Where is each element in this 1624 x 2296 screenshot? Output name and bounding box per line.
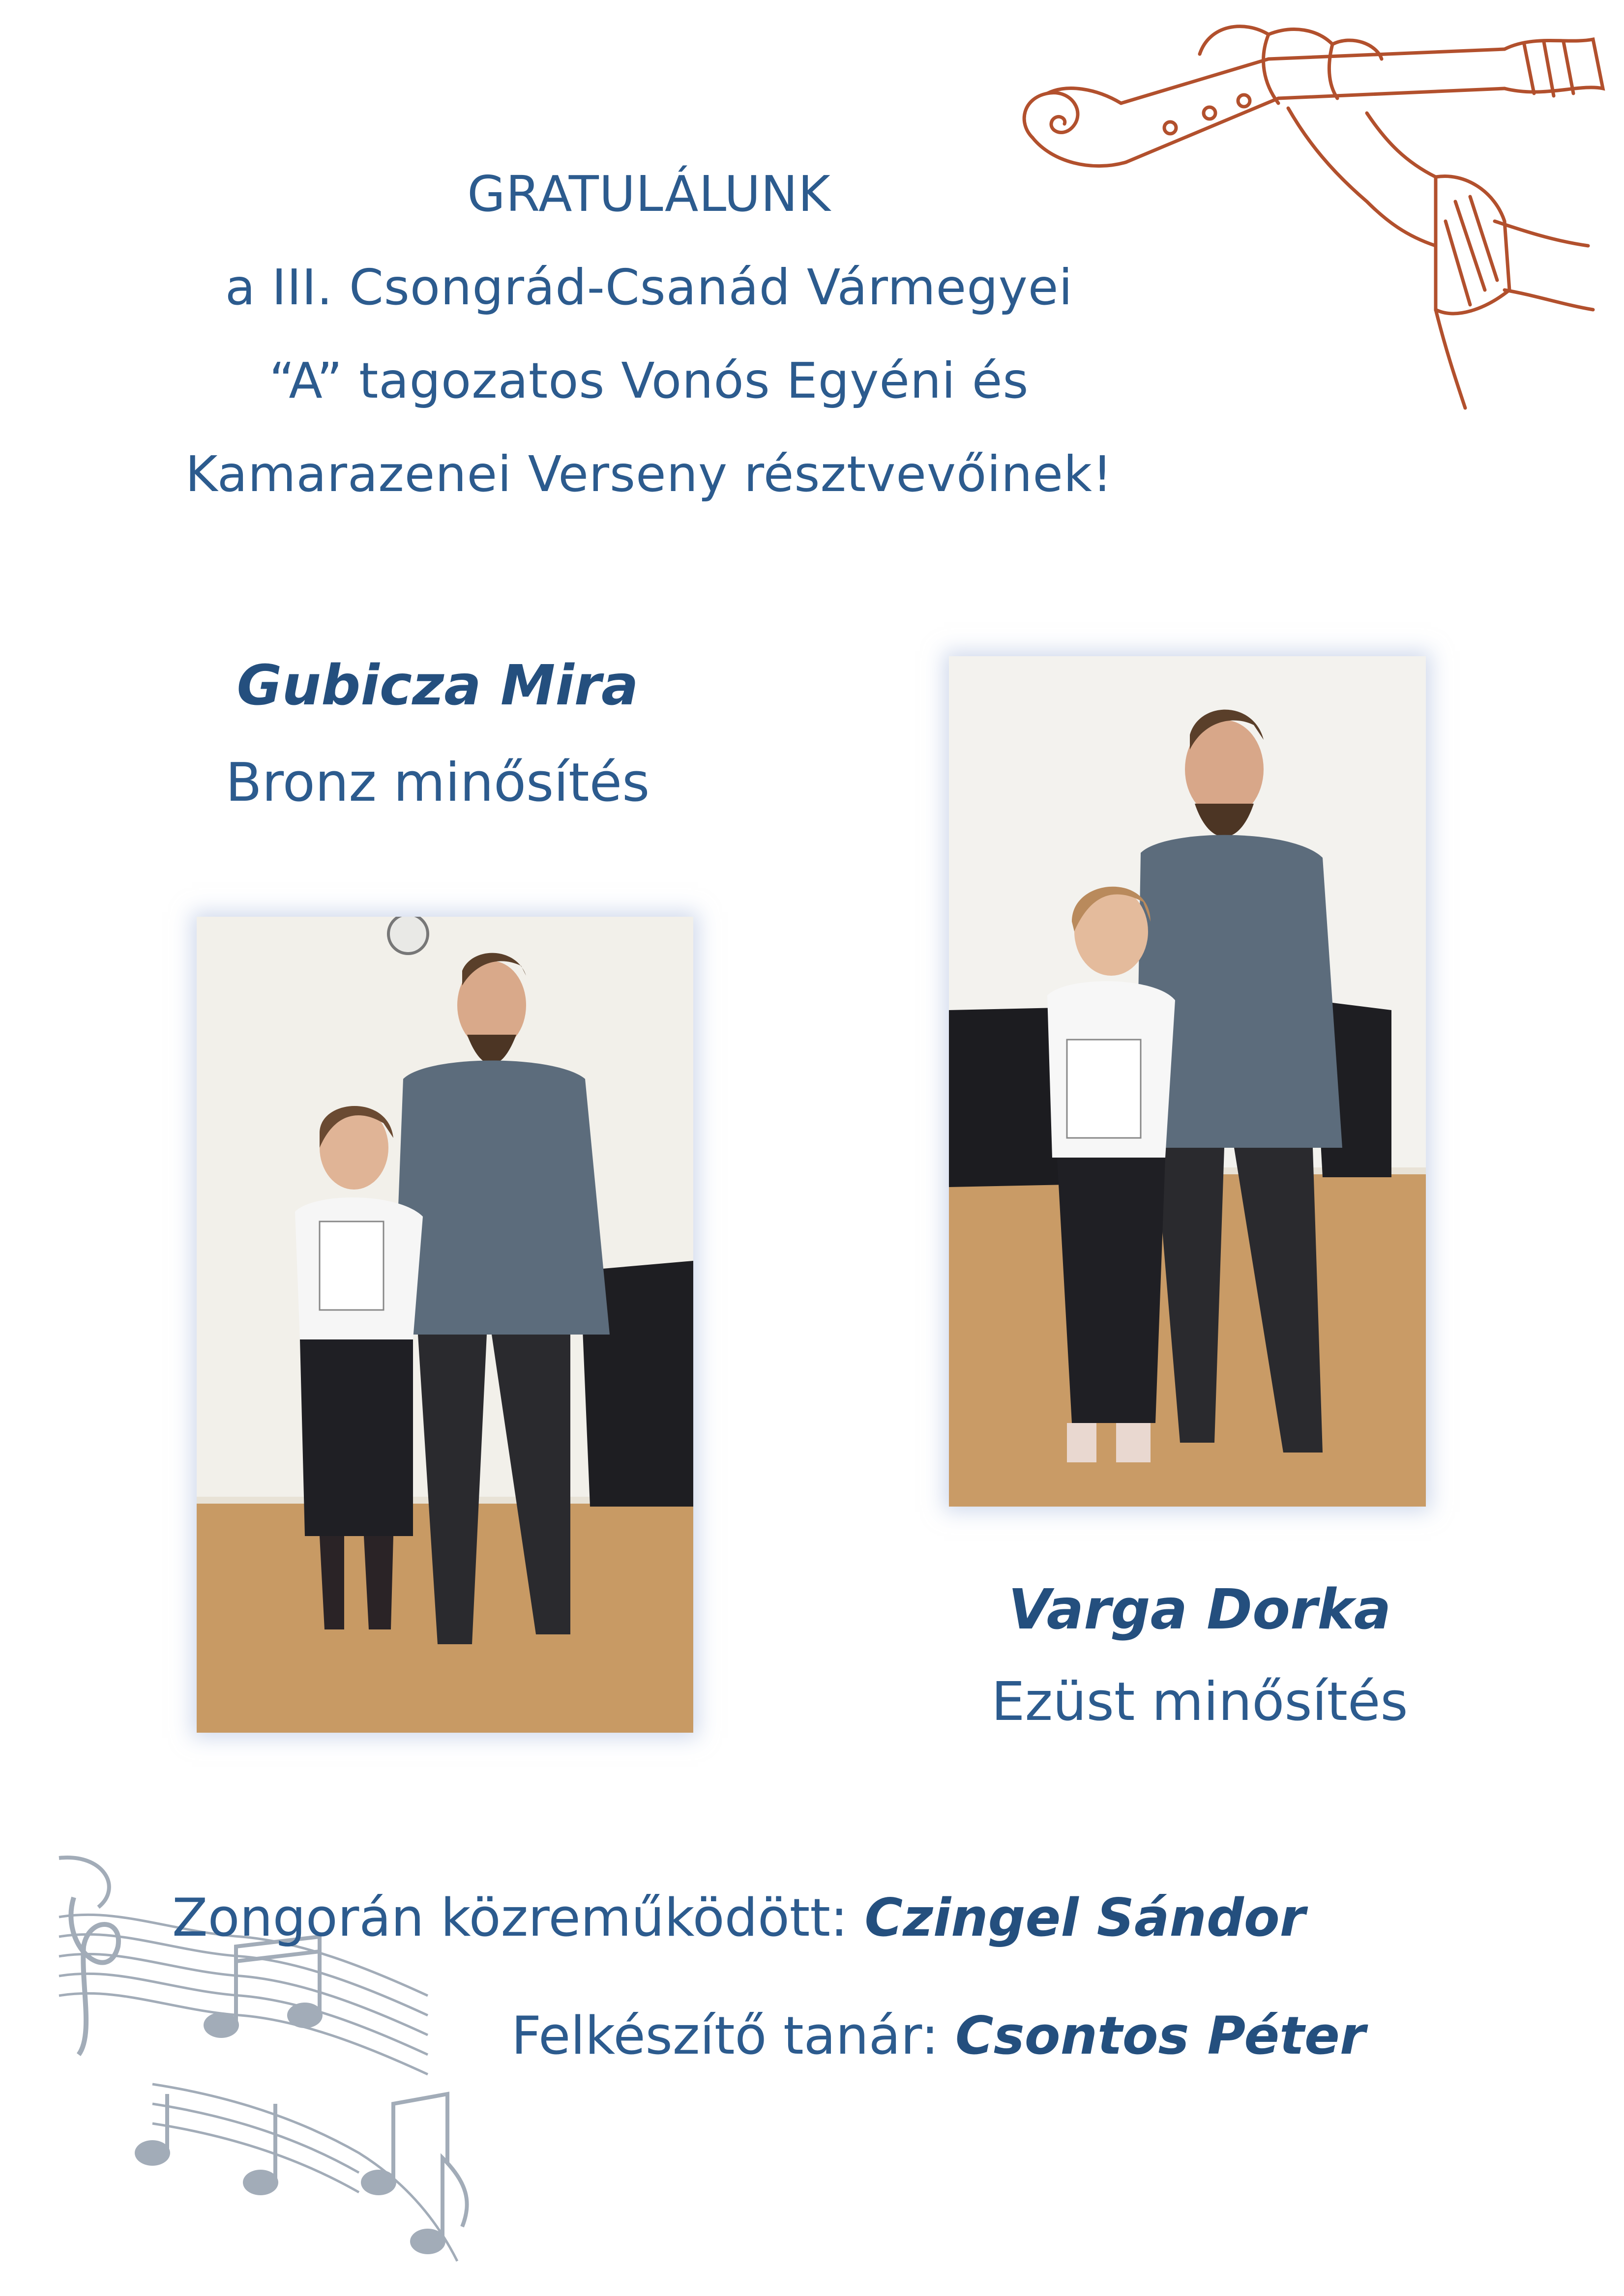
credit-piano: [172, 1888, 1305, 1948]
student-1-photo: [197, 917, 693, 1733]
title-line-4: Kamarazenei Verseny résztvevőinek!: [185, 445, 1113, 503]
header-title: [0, 147, 1298, 521]
student-2-name: Varga Dorka: [1008, 1578, 1391, 1642]
student-2-photo: [949, 656, 1426, 1507]
student-1-name: Gubicza Mira: [236, 654, 639, 718]
title-line-1: GRATULÁLUNK: [467, 165, 831, 223]
student-1-grade: Bronz minősítés: [225, 752, 650, 814]
student-2-grade: Ezüst minősítés: [991, 1671, 1408, 1733]
title-line-3: “A” tagozatos Vonós Egyéni és: [269, 352, 1029, 409]
credit-piano-name: Czingel Sándor: [864, 1888, 1305, 1948]
credit-teacher: [511, 2005, 1365, 2066]
credit-piano-label: Zongorán közreműködött:: [172, 1888, 848, 1948]
title-line-2: a III. Csongrád-Csanád Vármegyei: [225, 259, 1073, 316]
credit-teacher-name: Csontos Péter: [955, 2005, 1366, 2066]
credit-teacher-label: Felkészítő tanár:: [511, 2005, 939, 2066]
